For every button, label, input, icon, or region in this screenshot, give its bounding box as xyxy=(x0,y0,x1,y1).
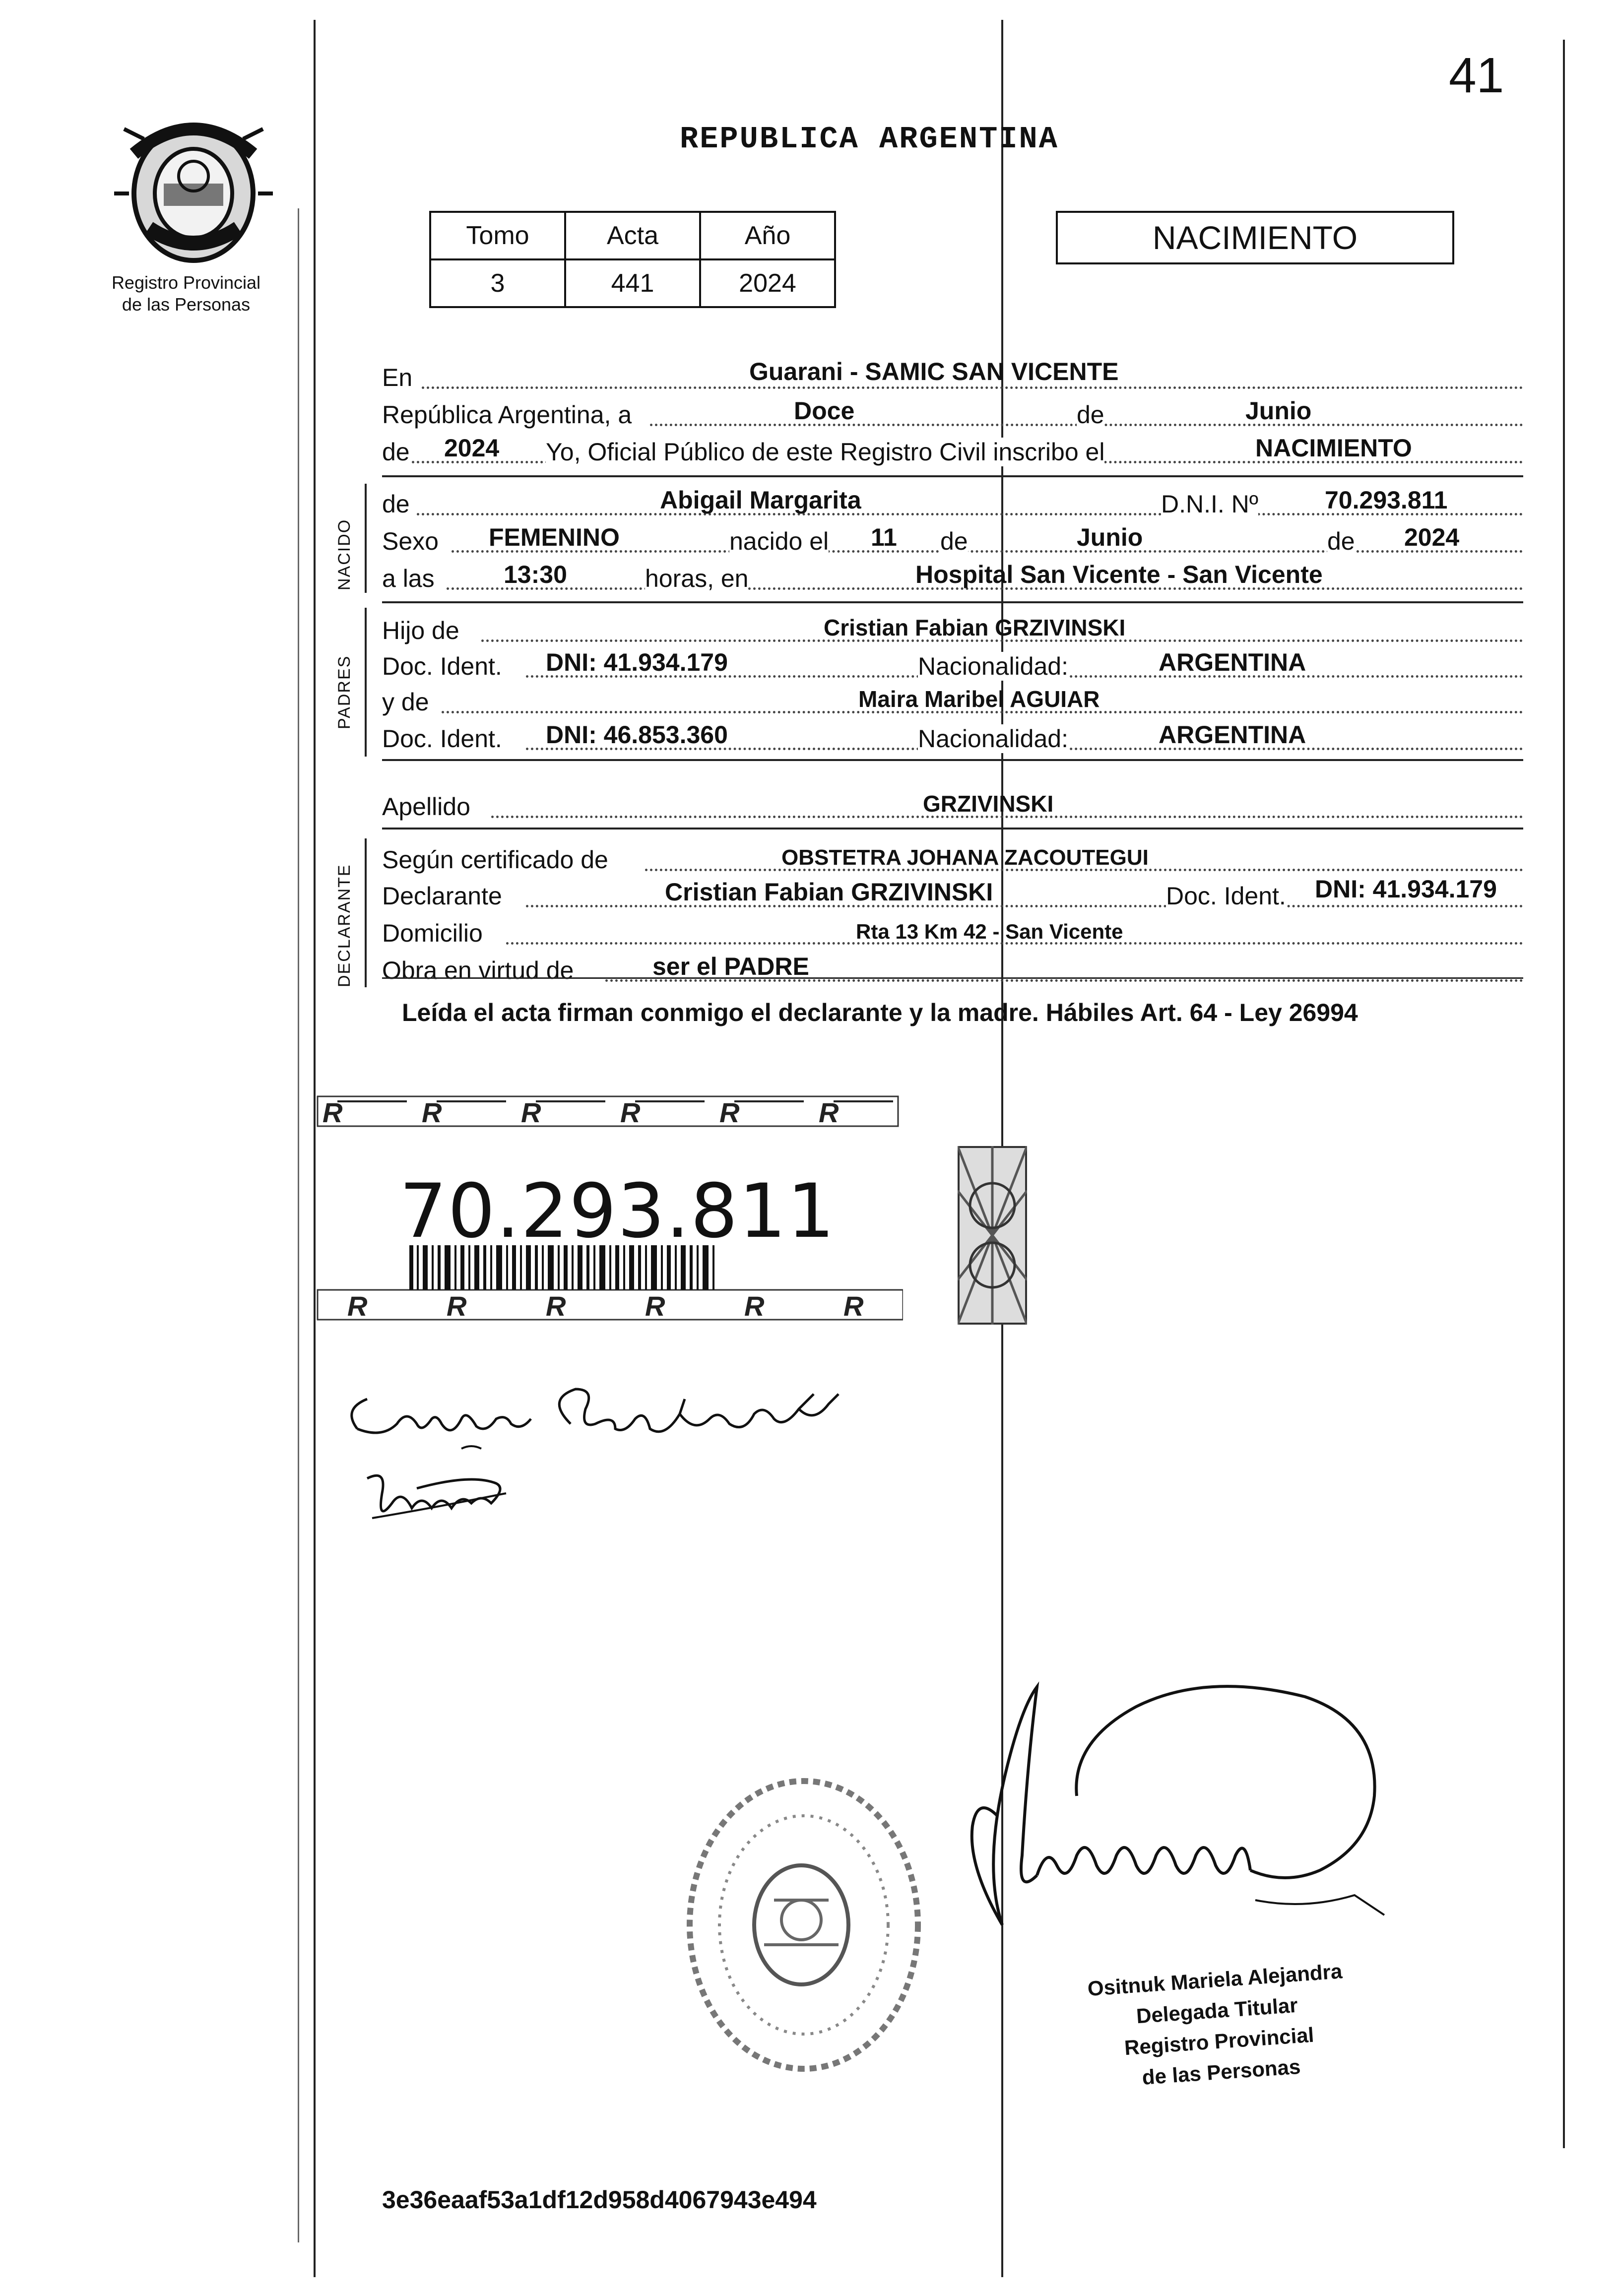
svg-text:R: R xyxy=(422,1097,442,1128)
apellido-label: Apellido xyxy=(382,793,470,821)
horas-en-label: horas, en xyxy=(645,565,749,592)
child-dni: 70.293.811 xyxy=(1325,486,1448,514)
birth-year: 2024 xyxy=(1404,523,1460,551)
province-logo xyxy=(114,109,273,268)
official-seal-icon xyxy=(680,1771,938,2079)
obra-label: Obra en virtud de xyxy=(382,957,574,984)
svg-text:R: R xyxy=(744,1290,765,1322)
stamp-line2: Delegada Titular xyxy=(1135,1993,1299,2028)
sexo-value: FEMENINO xyxy=(489,523,620,551)
stamp-line3: Registro Provincial xyxy=(1123,2023,1315,2060)
row-hora xyxy=(382,563,1523,593)
registry-caption-line2: de las Personas xyxy=(122,294,251,315)
official-stamp-text xyxy=(1040,1953,1396,2100)
declarant-signature-image xyxy=(337,1369,858,1468)
anio-header: Año xyxy=(700,212,835,259)
day-value: Doce xyxy=(794,397,855,425)
registry-caption-line1: Registro Provincial xyxy=(111,272,261,293)
svg-text:R: R xyxy=(620,1097,641,1128)
birth-month: Junio xyxy=(1077,523,1143,551)
row-sexo xyxy=(382,523,1523,556)
official-signature xyxy=(908,1667,1404,1979)
y-de-label: y de xyxy=(382,688,429,716)
month-value: Junio xyxy=(1245,397,1312,425)
mother-nat: ARGENTINA xyxy=(1159,721,1306,749)
official-round-stamp xyxy=(680,1771,938,2079)
birth-de2: de xyxy=(1327,527,1355,555)
hijo-de-label: Hijo de xyxy=(382,617,459,644)
anio-value: 2024 xyxy=(700,259,835,307)
father-doc-label: Doc. Ident. xyxy=(382,652,502,680)
declarante-doc-label: Doc. Ident. xyxy=(1166,882,1286,910)
row-mother-doc xyxy=(382,723,1523,753)
hologram-icon xyxy=(958,1146,1027,1325)
nacido-el-label: nacido el xyxy=(729,527,829,555)
province-seal-icon xyxy=(114,109,273,268)
svg-text:R: R xyxy=(347,1290,368,1322)
en-value: Guarani - SAMIC SAN VICENTE xyxy=(749,358,1119,385)
declarant-signature xyxy=(337,1369,858,1468)
domicilio-value: Rta 13 Km 42 - San Vicente xyxy=(856,920,1123,943)
svg-text:R: R xyxy=(819,1097,839,1128)
section-rule xyxy=(382,601,1523,603)
acta-value: 441 xyxy=(565,259,700,307)
dots xyxy=(422,386,1523,389)
certificado-value: OBSTETRA JOHANA ZACOUTEGUI xyxy=(781,845,1149,870)
dni-label: D.N.I. Nº xyxy=(1161,490,1259,518)
row-father-doc xyxy=(382,648,1523,681)
registry-caption xyxy=(94,272,278,316)
tomo-value: 3 xyxy=(430,259,565,307)
a-las-label: a las xyxy=(382,565,435,592)
declarante-section-label: DECLARANTE xyxy=(335,864,354,987)
section-rule xyxy=(382,475,1523,477)
acta-header: Acta xyxy=(565,212,700,259)
inscribo-value: NACIMIENTO xyxy=(1255,434,1412,462)
birth-place: Hospital San Vicente - San Vicente xyxy=(915,561,1323,588)
mother-doc: DNI: 46.853.360 xyxy=(546,721,728,749)
mother-signature xyxy=(357,1464,516,1538)
father-nat-label: Nacionalidad: xyxy=(918,652,1068,680)
row-obra xyxy=(382,955,1523,985)
mother-signature-image xyxy=(357,1464,516,1538)
declarante-label: Declarante xyxy=(382,882,502,910)
obra-value: ser el PADRE xyxy=(652,953,809,980)
father-nat: ARGENTINA xyxy=(1159,648,1306,676)
row-father xyxy=(382,615,1523,645)
apellido-value: GRZIVINSKI xyxy=(923,791,1054,817)
row-certificado xyxy=(382,844,1523,874)
certificado-label: Según certificado de xyxy=(382,846,608,874)
act-type-box: NACIMIENTO xyxy=(1056,211,1454,264)
stamp-line4: de las Personas xyxy=(1141,2054,1301,2089)
row-mother xyxy=(382,687,1523,716)
stamp-line1: Ositnuk Mariela Alejandra xyxy=(1087,1959,1343,2001)
mother-doc-label: Doc. Ident. xyxy=(382,725,502,753)
year-prefix: de xyxy=(382,438,410,466)
padres-bar xyxy=(365,608,367,757)
inscribo-text: Yo, Oficial Público de este Registro Civil inscribo el xyxy=(546,438,1105,466)
right-margin-line xyxy=(1563,40,1565,2148)
row-inscribo xyxy=(382,434,1523,466)
svg-text:R: R xyxy=(719,1097,740,1128)
section-rule xyxy=(382,828,1523,829)
republica-label: República Argentina, a xyxy=(382,401,632,429)
svg-text:R: R xyxy=(521,1097,541,1128)
birth-day: 11 xyxy=(871,523,897,551)
page-number: 41 xyxy=(1449,48,1504,103)
row-apellido xyxy=(382,791,1523,821)
mother-name: Maira Maribel AGUIAR xyxy=(858,686,1100,712)
child-name: Abigail Margarita xyxy=(660,486,861,514)
year-value: 2024 xyxy=(444,434,500,462)
declarante-value: Cristian Fabian GRZIVINSKI xyxy=(665,878,993,906)
svg-text:R: R xyxy=(843,1290,864,1322)
birth-hour: 13:30 xyxy=(504,561,567,588)
padres-section-label: PADRES xyxy=(335,655,354,729)
closing-text: Leída el acta firman conmigo el declarante y la madre. Hábiles Art. 64 - Ley 26994 xyxy=(402,999,1358,1026)
svg-text:R: R xyxy=(645,1290,665,1322)
sticker-number: 70.293.811 xyxy=(399,1168,836,1255)
en-label: En xyxy=(382,364,413,391)
row-declarante xyxy=(382,875,1523,910)
row-nacido-name xyxy=(382,486,1523,518)
declarante-bar xyxy=(365,838,367,987)
section-rule xyxy=(382,759,1523,761)
register-table xyxy=(429,211,836,308)
row-domicilio xyxy=(382,918,1523,948)
svg-text:R: R xyxy=(323,1097,343,1128)
birth-de1: de xyxy=(940,527,968,555)
svg-text:R: R xyxy=(447,1290,467,1322)
svg-text:R: R xyxy=(546,1290,566,1322)
left-margin-line-2 xyxy=(298,208,299,2242)
official-signature-image xyxy=(908,1667,1404,1979)
sexo-label: Sexo xyxy=(382,527,439,555)
declarante-doc: DNI: 41.934.179 xyxy=(1315,875,1497,903)
nacido-de-label: de xyxy=(382,490,410,518)
document-hash: 3e36eaaf53a1df12d958d4067943e494 xyxy=(382,2186,817,2214)
tomo-header: Tomo xyxy=(430,212,565,259)
nacido-bar xyxy=(365,484,367,593)
section-rule xyxy=(382,977,1523,979)
row-republica xyxy=(382,399,1523,429)
row-en xyxy=(382,358,1523,392)
domicilio-label: Domicilio xyxy=(382,919,483,947)
de-label: de xyxy=(1077,401,1104,429)
document-title: REPUBLICA ARGENTINA xyxy=(680,122,1059,157)
father-name: Cristian Fabian GRZIVINSKI xyxy=(824,615,1126,640)
mother-nat-label: Nacionalidad: xyxy=(918,725,1068,753)
hologram-mark xyxy=(958,1146,1027,1325)
father-doc: DNI: 41.934.179 xyxy=(546,648,728,676)
nacido-section-label: NACIDO xyxy=(335,518,354,590)
